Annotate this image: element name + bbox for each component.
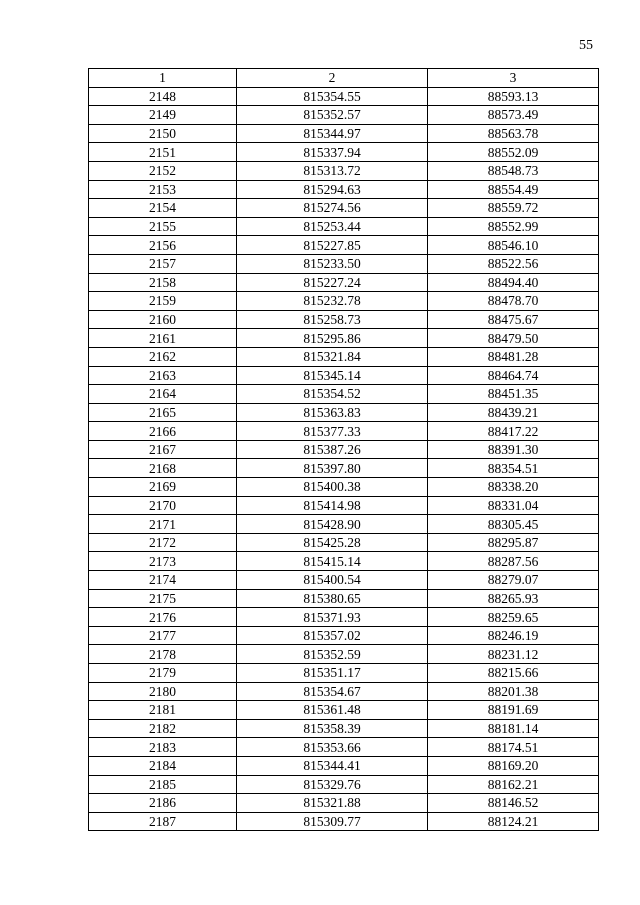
- x-coordinate-cell: 815344.41: [237, 756, 428, 775]
- table-row: [89, 478, 599, 497]
- point-number-cell: 2179: [89, 664, 237, 683]
- column-header-2: 2: [237, 69, 428, 88]
- y-coordinate-cell: 88563.78: [428, 124, 599, 143]
- table-row: [89, 161, 599, 180]
- table-row: [89, 273, 599, 292]
- y-coordinate-cell: 88295.87: [428, 533, 599, 552]
- x-coordinate-cell: 815397.80: [237, 459, 428, 478]
- table-row: [89, 459, 599, 478]
- table-row: [89, 440, 599, 459]
- point-number-cell: 2170: [89, 496, 237, 515]
- x-coordinate-cell: 815309.77: [237, 812, 428, 831]
- table-row: [89, 645, 599, 664]
- table-row: [89, 608, 599, 627]
- point-number-cell: 2186: [89, 794, 237, 813]
- point-number-cell: 2171: [89, 515, 237, 534]
- y-coordinate-cell: 88181.14: [428, 719, 599, 738]
- table-row: [89, 682, 599, 701]
- y-coordinate-cell: 88546.10: [428, 236, 599, 255]
- x-coordinate-cell: 815358.39: [237, 719, 428, 738]
- point-number-cell: 2181: [89, 701, 237, 720]
- y-coordinate-cell: 88162.21: [428, 775, 599, 794]
- table-row: [89, 403, 599, 422]
- table-row: [89, 626, 599, 645]
- x-coordinate-cell: 815357.02: [237, 626, 428, 645]
- point-number-cell: 2160: [89, 310, 237, 329]
- x-coordinate-cell: 815313.72: [237, 161, 428, 180]
- y-coordinate-cell: 88554.49: [428, 180, 599, 199]
- point-number-cell: 2175: [89, 589, 237, 608]
- y-coordinate-cell: 88259.65: [428, 608, 599, 627]
- point-number-cell: 2168: [89, 459, 237, 478]
- point-number-cell: 2153: [89, 180, 237, 199]
- x-coordinate-cell: 815233.50: [237, 254, 428, 273]
- y-coordinate-cell: 88475.67: [428, 310, 599, 329]
- table-row: [89, 310, 599, 329]
- point-number-cell: 2154: [89, 199, 237, 218]
- x-coordinate-cell: 815361.48: [237, 701, 428, 720]
- table-row: [89, 812, 599, 831]
- point-number-cell: 2148: [89, 87, 237, 106]
- point-number-cell: 2172: [89, 533, 237, 552]
- table-row: [89, 719, 599, 738]
- y-coordinate-cell: 88354.51: [428, 459, 599, 478]
- table-row: [89, 347, 599, 366]
- header-row: [89, 69, 599, 88]
- point-number-cell: 2150: [89, 124, 237, 143]
- column-header-1: 1: [89, 69, 237, 88]
- point-number-cell: 2183: [89, 738, 237, 757]
- x-coordinate-cell: 815274.56: [237, 199, 428, 218]
- point-number-cell: 2164: [89, 385, 237, 404]
- x-coordinate-cell: 815295.86: [237, 329, 428, 348]
- table-row: [89, 701, 599, 720]
- point-number-cell: 2149: [89, 106, 237, 125]
- y-coordinate-cell: 88169.20: [428, 756, 599, 775]
- point-number-cell: 2156: [89, 236, 237, 255]
- y-coordinate-cell: 88146.52: [428, 794, 599, 813]
- point-number-cell: 2157: [89, 254, 237, 273]
- point-number-cell: 2180: [89, 682, 237, 701]
- y-coordinate-cell: 88552.09: [428, 143, 599, 162]
- point-number-cell: 2167: [89, 440, 237, 459]
- y-coordinate-cell: 88573.49: [428, 106, 599, 125]
- x-coordinate-cell: 815232.78: [237, 292, 428, 311]
- y-coordinate-cell: 88552.99: [428, 217, 599, 236]
- x-coordinate-cell: 815354.55: [237, 87, 428, 106]
- y-coordinate-cell: 88305.45: [428, 515, 599, 534]
- table-row: [89, 124, 599, 143]
- y-coordinate-cell: 88593.13: [428, 87, 599, 106]
- x-coordinate-cell: 815380.65: [237, 589, 428, 608]
- point-number-cell: 2177: [89, 626, 237, 645]
- table-header: [89, 69, 599, 88]
- x-coordinate-cell: 815258.73: [237, 310, 428, 329]
- table-row: [89, 292, 599, 311]
- point-number-cell: 2161: [89, 329, 237, 348]
- y-coordinate-cell: 88548.73: [428, 161, 599, 180]
- table-row: [89, 589, 599, 608]
- x-coordinate-cell: 815353.66: [237, 738, 428, 757]
- y-coordinate-cell: 88417.22: [428, 422, 599, 441]
- table-row: [89, 738, 599, 757]
- table-row: [89, 366, 599, 385]
- x-coordinate-cell: 815337.94: [237, 143, 428, 162]
- y-coordinate-cell: 88464.74: [428, 366, 599, 385]
- x-coordinate-cell: 815352.57: [237, 106, 428, 125]
- x-coordinate-cell: 815371.93: [237, 608, 428, 627]
- x-coordinate-cell: 815428.90: [237, 515, 428, 534]
- x-coordinate-cell: 815329.76: [237, 775, 428, 794]
- point-number-cell: 2173: [89, 552, 237, 571]
- x-coordinate-cell: 815294.63: [237, 180, 428, 199]
- x-coordinate-cell: 815400.38: [237, 478, 428, 497]
- point-number-cell: 2182: [89, 719, 237, 738]
- table-row: [89, 756, 599, 775]
- table-row: [89, 180, 599, 199]
- y-coordinate-cell: 88559.72: [428, 199, 599, 218]
- table-row: [89, 496, 599, 515]
- y-coordinate-cell: 88124.21: [428, 812, 599, 831]
- x-coordinate-cell: 815354.67: [237, 682, 428, 701]
- table-row: [89, 236, 599, 255]
- y-coordinate-cell: 88479.50: [428, 329, 599, 348]
- y-coordinate-cell: 88246.19: [428, 626, 599, 645]
- point-number-cell: 2158: [89, 273, 237, 292]
- y-coordinate-cell: 88174.51: [428, 738, 599, 757]
- y-coordinate-cell: 88481.28: [428, 347, 599, 366]
- point-number-cell: 2155: [89, 217, 237, 236]
- x-coordinate-cell: 815321.84: [237, 347, 428, 366]
- x-coordinate-cell: 815415.14: [237, 552, 428, 571]
- point-number-cell: 2162: [89, 347, 237, 366]
- table-row: [89, 143, 599, 162]
- y-coordinate-cell: 88265.93: [428, 589, 599, 608]
- y-coordinate-cell: 88201.38: [428, 682, 599, 701]
- point-number-cell: 2187: [89, 812, 237, 831]
- table-row: [89, 533, 599, 552]
- point-number-cell: 2169: [89, 478, 237, 497]
- x-coordinate-cell: 815321.88: [237, 794, 428, 813]
- point-number-cell: 2166: [89, 422, 237, 441]
- table-row: [89, 199, 599, 218]
- y-coordinate-cell: 88215.66: [428, 664, 599, 683]
- table-row: [89, 515, 599, 534]
- x-coordinate-cell: 815387.26: [237, 440, 428, 459]
- x-coordinate-cell: 815363.83: [237, 403, 428, 422]
- y-coordinate-cell: 88494.40: [428, 273, 599, 292]
- y-coordinate-cell: 88279.07: [428, 571, 599, 590]
- y-coordinate-cell: 88439.21: [428, 403, 599, 422]
- coordinates-table: [88, 68, 599, 831]
- table-row: [89, 106, 599, 125]
- x-coordinate-cell: 815354.52: [237, 385, 428, 404]
- column-header-3: 3: [428, 69, 599, 88]
- point-number-cell: 2163: [89, 366, 237, 385]
- point-number-cell: 2184: [89, 756, 237, 775]
- table-row: [89, 794, 599, 813]
- x-coordinate-cell: 815253.44: [237, 217, 428, 236]
- point-number-cell: 2165: [89, 403, 237, 422]
- table-body: [89, 87, 599, 831]
- y-coordinate-cell: 88451.35: [428, 385, 599, 404]
- x-coordinate-cell: 815345.14: [237, 366, 428, 385]
- x-coordinate-cell: 815344.97: [237, 124, 428, 143]
- table-row: [89, 385, 599, 404]
- y-coordinate-cell: 88522.56: [428, 254, 599, 273]
- table-row: [89, 552, 599, 571]
- table-row: [89, 422, 599, 441]
- table-row: [89, 329, 599, 348]
- y-coordinate-cell: 88478.70: [428, 292, 599, 311]
- point-number-cell: 2176: [89, 608, 237, 627]
- y-coordinate-cell: 88391.30: [428, 440, 599, 459]
- x-coordinate-cell: 815351.17: [237, 664, 428, 683]
- y-coordinate-cell: 88331.04: [428, 496, 599, 515]
- point-number-cell: 2159: [89, 292, 237, 311]
- y-coordinate-cell: 88287.56: [428, 552, 599, 571]
- point-number-cell: 2178: [89, 645, 237, 664]
- table-row: [89, 664, 599, 683]
- table-row: [89, 571, 599, 590]
- x-coordinate-cell: 815377.33: [237, 422, 428, 441]
- page-number: 55: [579, 38, 593, 53]
- x-coordinate-cell: 815352.59: [237, 645, 428, 664]
- table-row: [89, 217, 599, 236]
- x-coordinate-cell: 815400.54: [237, 571, 428, 590]
- x-coordinate-cell: 815227.24: [237, 273, 428, 292]
- point-number-cell: 2174: [89, 571, 237, 590]
- point-number-cell: 2151: [89, 143, 237, 162]
- y-coordinate-cell: 88191.69: [428, 701, 599, 720]
- y-coordinate-cell: 88231.12: [428, 645, 599, 664]
- x-coordinate-cell: 815425.28: [237, 533, 428, 552]
- x-coordinate-cell: 815414.98: [237, 496, 428, 515]
- point-number-cell: 2152: [89, 161, 237, 180]
- table-row: [89, 87, 599, 106]
- table-row: [89, 775, 599, 794]
- point-number-cell: 2185: [89, 775, 237, 794]
- x-coordinate-cell: 815227.85: [237, 236, 428, 255]
- table-row: [89, 254, 599, 273]
- y-coordinate-cell: 88338.20: [428, 478, 599, 497]
